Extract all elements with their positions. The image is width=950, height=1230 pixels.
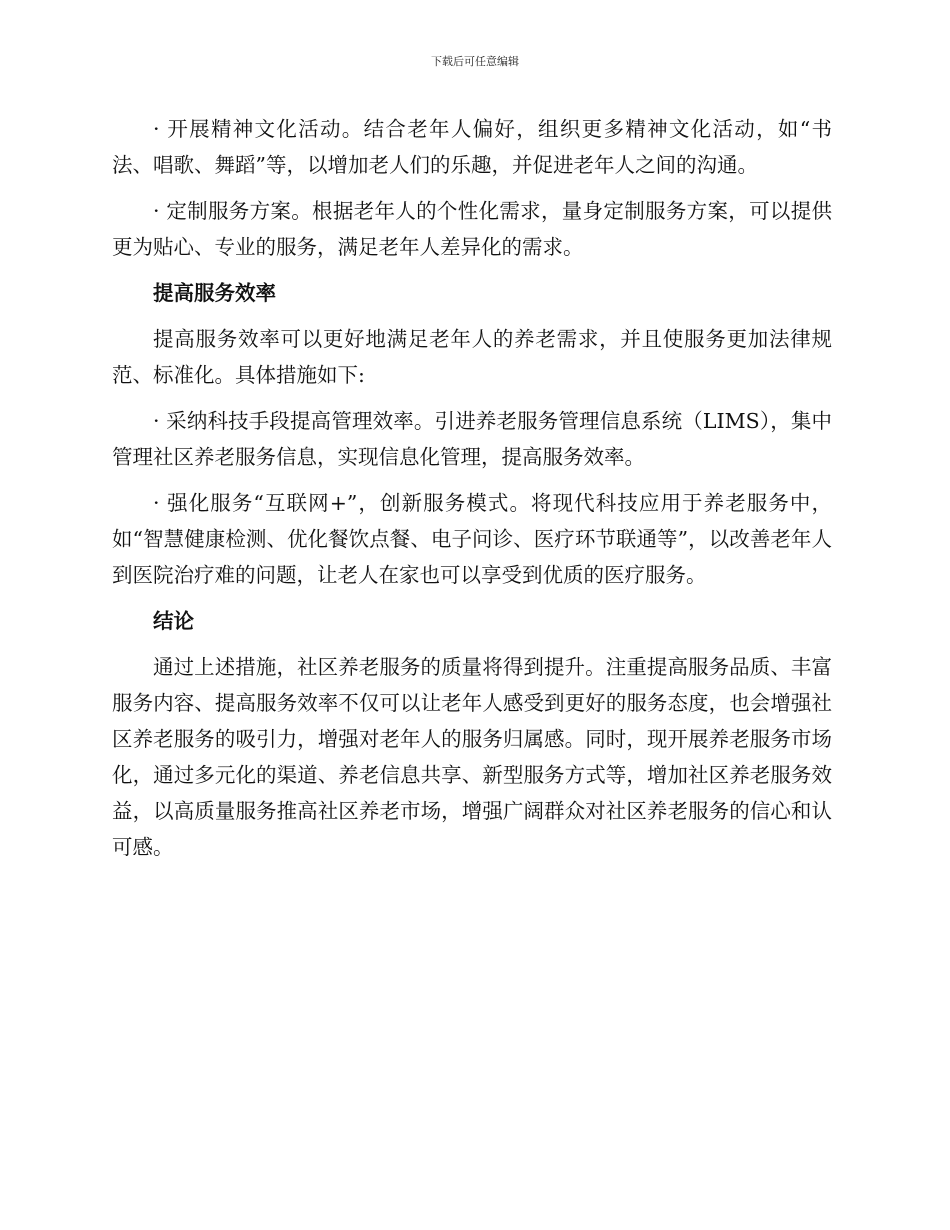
paragraph-cultural-activities: · 开展精神文化活动。结合老年人偏好，组织更多精神文化活动，如“书法、唱歌、舞蹈”等，以增加老人们的乐趣，并促进老年人之间的沟通。 xyxy=(112,117,832,177)
paragraph-custom-service-plan: · 定制服务方案。根据老年人的个性化需求，量身定制服务方案，可以提供更为贴心、专业的服务，满足老年人差异化的需求。 xyxy=(112,199,832,259)
page-header: 下载后可任意编辑 xyxy=(431,55,519,68)
paragraph-efficiency-intro: 提高服务效率可以更好地满足老年人的养老需求，并且使服务更加法律规范、标准化。具体措施如下: xyxy=(112,327,832,387)
document-body xyxy=(112,111,832,875)
section-heading-conclusion: 结论 xyxy=(153,609,194,633)
section-heading-efficiency: 提高服务效率 xyxy=(153,281,276,305)
paragraph-internet-plus: · 强化服务“互联网+”，创新服务模式。将现代科技应用于养老服务中，如“智慧健康检测、优化餐饮点餐、电子问诊、医疗环节联通等”，以改善老年人到医院治疗难的问题，让老人在家也可以享受到优质的医疗服务。 xyxy=(112,491,832,587)
paragraph-technology-management: · 采纳科技手段提高管理效率。引进养老服务管理信息系统（LIMS），集中管理社区养老服务信息，实现信息化管理，提高服务效率。 xyxy=(112,409,832,469)
paragraph-conclusion: 通过上述措施，社区养老服务的质量将得到提升。注重提高服务品质、丰富服务内容、提高服务效率不仅可以让老年人感受到更好的服务态度，也会增强社区养老服务的吸引力，增强对老年人的服务归属感。同时，现开展养老服务市场化，通过多元化的渠道、养老信息共享、新型服务方式等，增加社区养老服务效益，以高质量服务推高社区养老市场，增强广阔群众对社区养老服务的信心和认可感。 xyxy=(112,655,832,859)
